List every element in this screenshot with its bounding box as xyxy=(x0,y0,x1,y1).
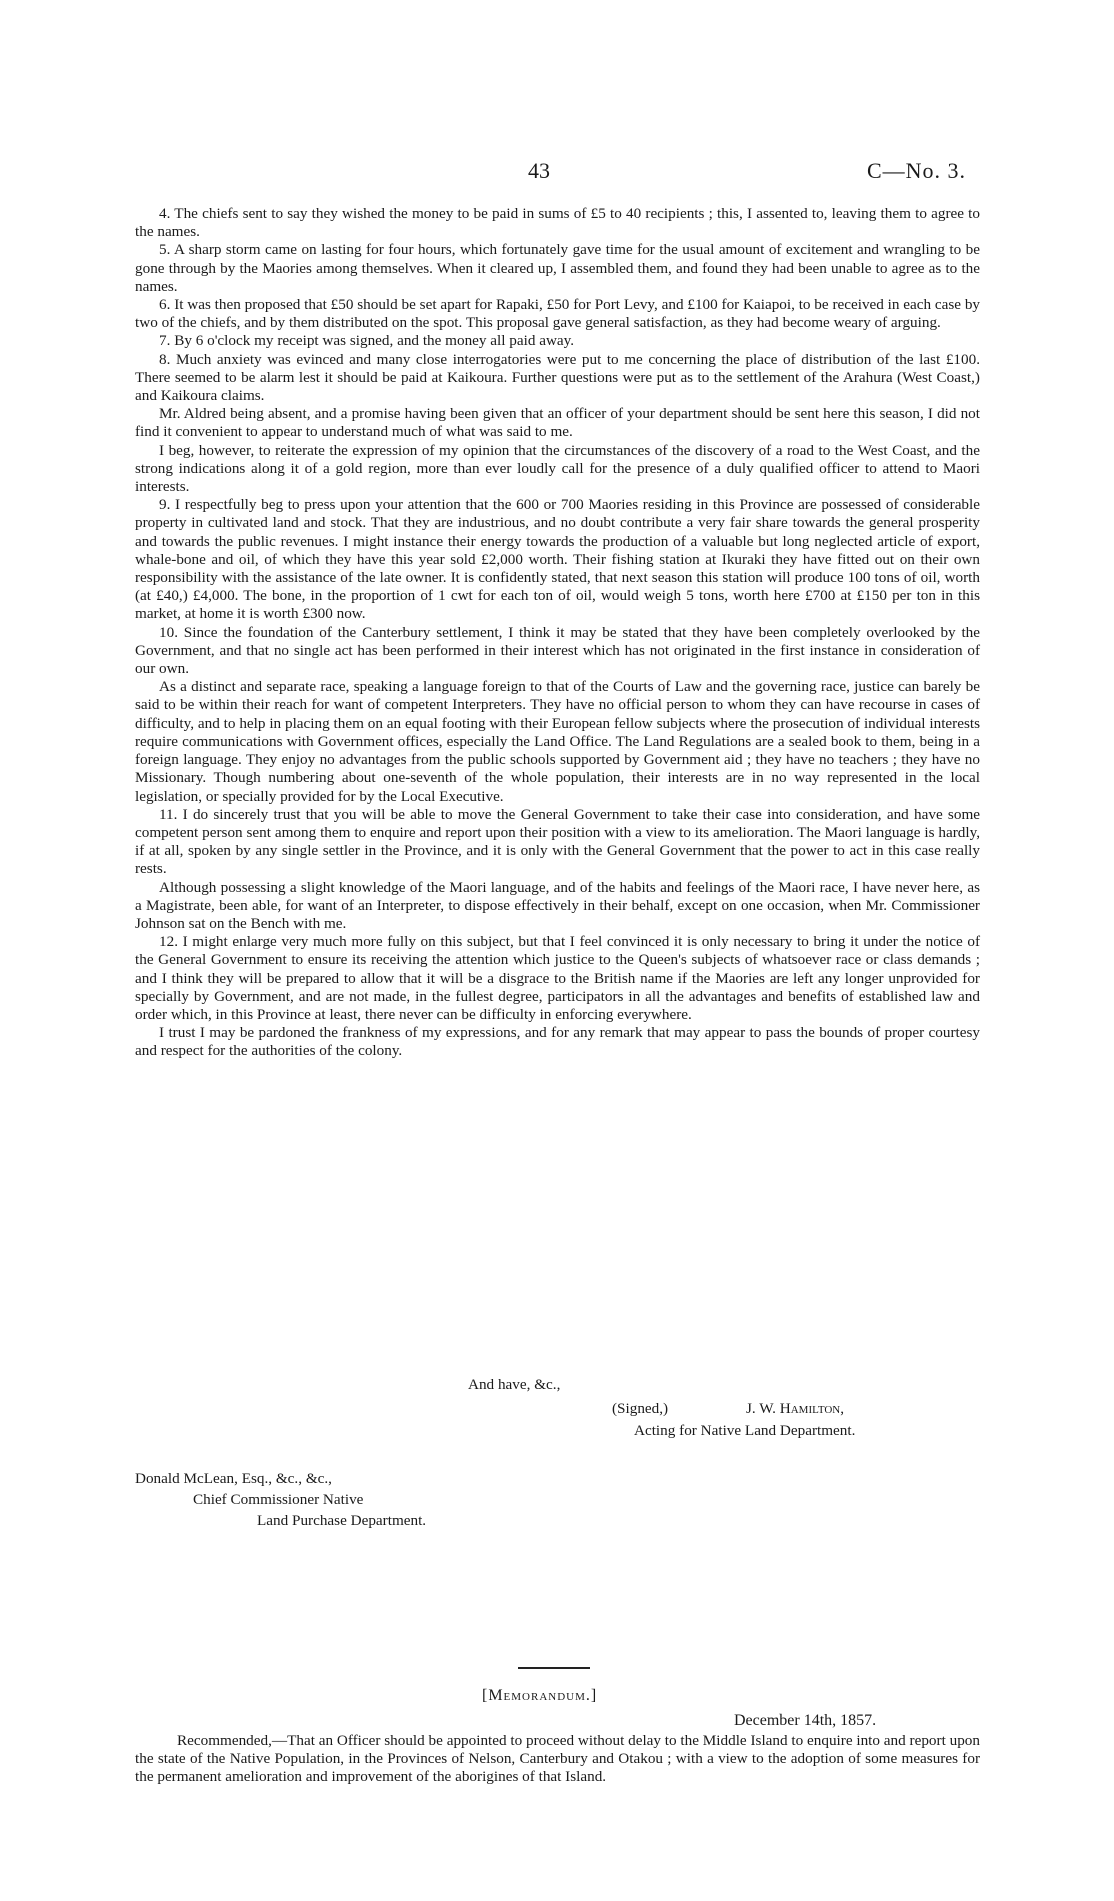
paragraph-11: 11. I do sincerely trust that you will be able to move the General Government to take their case into consideration, and have some competent person sent among them to enquire and report upon their position with a view to its amelioration. The Maori language is hardly, if at all, spoken by any single settler in the Province, and it is only with the General Government that the power to act in this case really rests. xyxy=(135,805,980,878)
paragraph-aldred: Mr. Aldred being absent, and a promise having been given that an officer of your department should be sent here this season, I did not find it convenient to appear to understand much of what was said to me. xyxy=(135,405,980,441)
paragraph-6: 6. It was then proposed that £50 should be set apart for Rapaki, £50 for Port Levy, and £100 for Kaiapoi, to be received in each case by two of the chiefs, and by them distributed on the spot. This proposal gave general satisfaction, as they had become weary of arguing. xyxy=(135,296,981,332)
paragraph-10: 10. Since the foundation of the Canterbury settlement, I think it may be stated that they have been completely overlooked by the Government, and that no single act has been performed in their interest which has not originated in the first instance in consideration of our own. xyxy=(135,623,980,678)
signatory-name: J. W. Hamilton, xyxy=(746,1400,845,1417)
signed-label: (Signed,) xyxy=(612,1400,669,1417)
closing-salutation: And have, &c., xyxy=(468,1376,561,1393)
paragraph-reiterate: I beg, however, to reiterate the expression of my opinion that the circumstances of the discovery of a road to the West Coast, and the strong indications along it of a gold region, more than ever loudly call for the presence of a duly qualified officer to attend to Maori interests. xyxy=(135,441,980,496)
page-number: 43 xyxy=(528,158,550,183)
memorandum-title: [Memorandum.] xyxy=(482,1687,598,1704)
paragraph-knowledge: Although possessing a slight knowledge of the Maori language, and of the habits and feelings of the Maori race, I have never here, as a Magistrate, been able, for want of an Interpreter, to dispose effectively in their behalf, except on one occasion, when Mr. Commissioner Johnson sat on the Bench with me. xyxy=(135,878,980,932)
signatory-title: Acting for Native Land Department. xyxy=(634,1422,856,1439)
page-header xyxy=(0,158,1114,188)
paragraph-4: 4. The chiefs sent to say they wished the money to be paid in sums of £5 to 40 recipients ; this, I assented to, leaving them to agree to the names. xyxy=(135,205,980,241)
memorandum-text: Recommended,—That an Officer should be appointed to proceed without delay to the Middle Island to enquire into and report upon the state of the Native Population, in the Provinces of Nelson, Canterbury and Otakou ; with a view to the adoption of some measures for the permanent amelioration and improvement of the aborigines of that Island. xyxy=(135,1732,980,1786)
section-divider xyxy=(518,1667,590,1669)
paragraph-5: 5. A sharp storm came on lasting for four hours, which fortunately gave time for the usual amount of excitement and wrangling to be gone through by the Maories among themselves. When it cleared up, I assembled them, and found they had been unable to agree as to the names. xyxy=(135,241,980,295)
paragraph-12: 12. I might enlarge very much more fully on this subject, but that I feel convinced it is only necessary to bring it under the notice of the General Government to ensure its receiving the attention which justice to the Queen's subjects of whatsoever race or class demands ; and I think they will be prepared to allow that it will be a disgrace to the British name if the Maories are left any longer unprovided for specially by Government, and are not made, in the fullest degree, participators in all the advantages and benefits of established law and order which, in this Province at least, there never can be difficulty in enforcing everywhere. xyxy=(135,933,980,1023)
letter-body xyxy=(135,205,980,1061)
paragraph-8: 8. Much anxiety was evinced and many close interrogatories were put to me concerning the place of distribution of the last £100. There seemed to be alarm lest it should be paid at Kaikoura. Further questions were put as to the settlement of the Arahura (West Coast,) and Kaikoura claims. xyxy=(135,350,980,405)
addressee-line-1: Donald McLean, Esq., &c., &c., xyxy=(135,1470,332,1487)
paragraph-7: 7. By 6 o'clock my receipt was signed, and the money all paid away. xyxy=(159,332,575,350)
paragraph-trust: I trust I may be pardoned the frankness of my expressions, and for any remark that may appear to pass the bounds of proper courtesy and respect for the authorities of the colony. xyxy=(135,1024,980,1060)
memorandum-body xyxy=(135,1732,980,1787)
paragraph-distinct-race: As a distinct and separate race, speaking a language foreign to that of the Courts of Law and the governing race, justice can barely be said to be within their reach for want of competent Interpreters. They have no official person to whom they can have recourse in cases of difficulty, and to help in placing them on an equal footing with their European fellow subjects where the prosecution of individual interests require communications with Government offices, especially the Land Office. The Land Regulations are a sealed book to them, being in a foreign language. They enjoy no advantages from the public schools supported by Government aid ; they have no teachers ; they have no Missionary. Though numbering about one-seventh of the whole population, their interests are in no way represented in the local legislation, or specially provided for by the Local Executive. xyxy=(135,678,980,805)
paragraph-9: 9. I respectfully beg to press upon your attention that the 600 or 700 Maories residing in this Province are possessed of considerable property in cultivated land and stock. That they are industrious, and no doubt contribute a very fair share towards the general prosperity and towards the public revenues. I might instance their energy towards the production of a valuable but long neglected article of export, whale-bone and oil, of which they have this year sold £2,000 worth. Their fishing station at Ikuraki they have fitted out on their own responsibility with the assistance of the late owner. It is confidently stated, that next season this station will produce 100 tons of oil, worth (at £40,) £4,000. The bone, in the proportion of 1 cwt for each ton of oil, would weigh 5 tons, worth here £700 at £150 per ton in this market, at home it is worth £300 now. xyxy=(135,496,980,623)
memorandum-date: December 14th, 1857. xyxy=(734,1712,877,1729)
addressee-line-2: Chief Commissioner Native xyxy=(193,1491,364,1508)
document-reference: C—No. 3. xyxy=(866,158,966,183)
addressee-line-3: Land Purchase Department. xyxy=(257,1512,427,1529)
